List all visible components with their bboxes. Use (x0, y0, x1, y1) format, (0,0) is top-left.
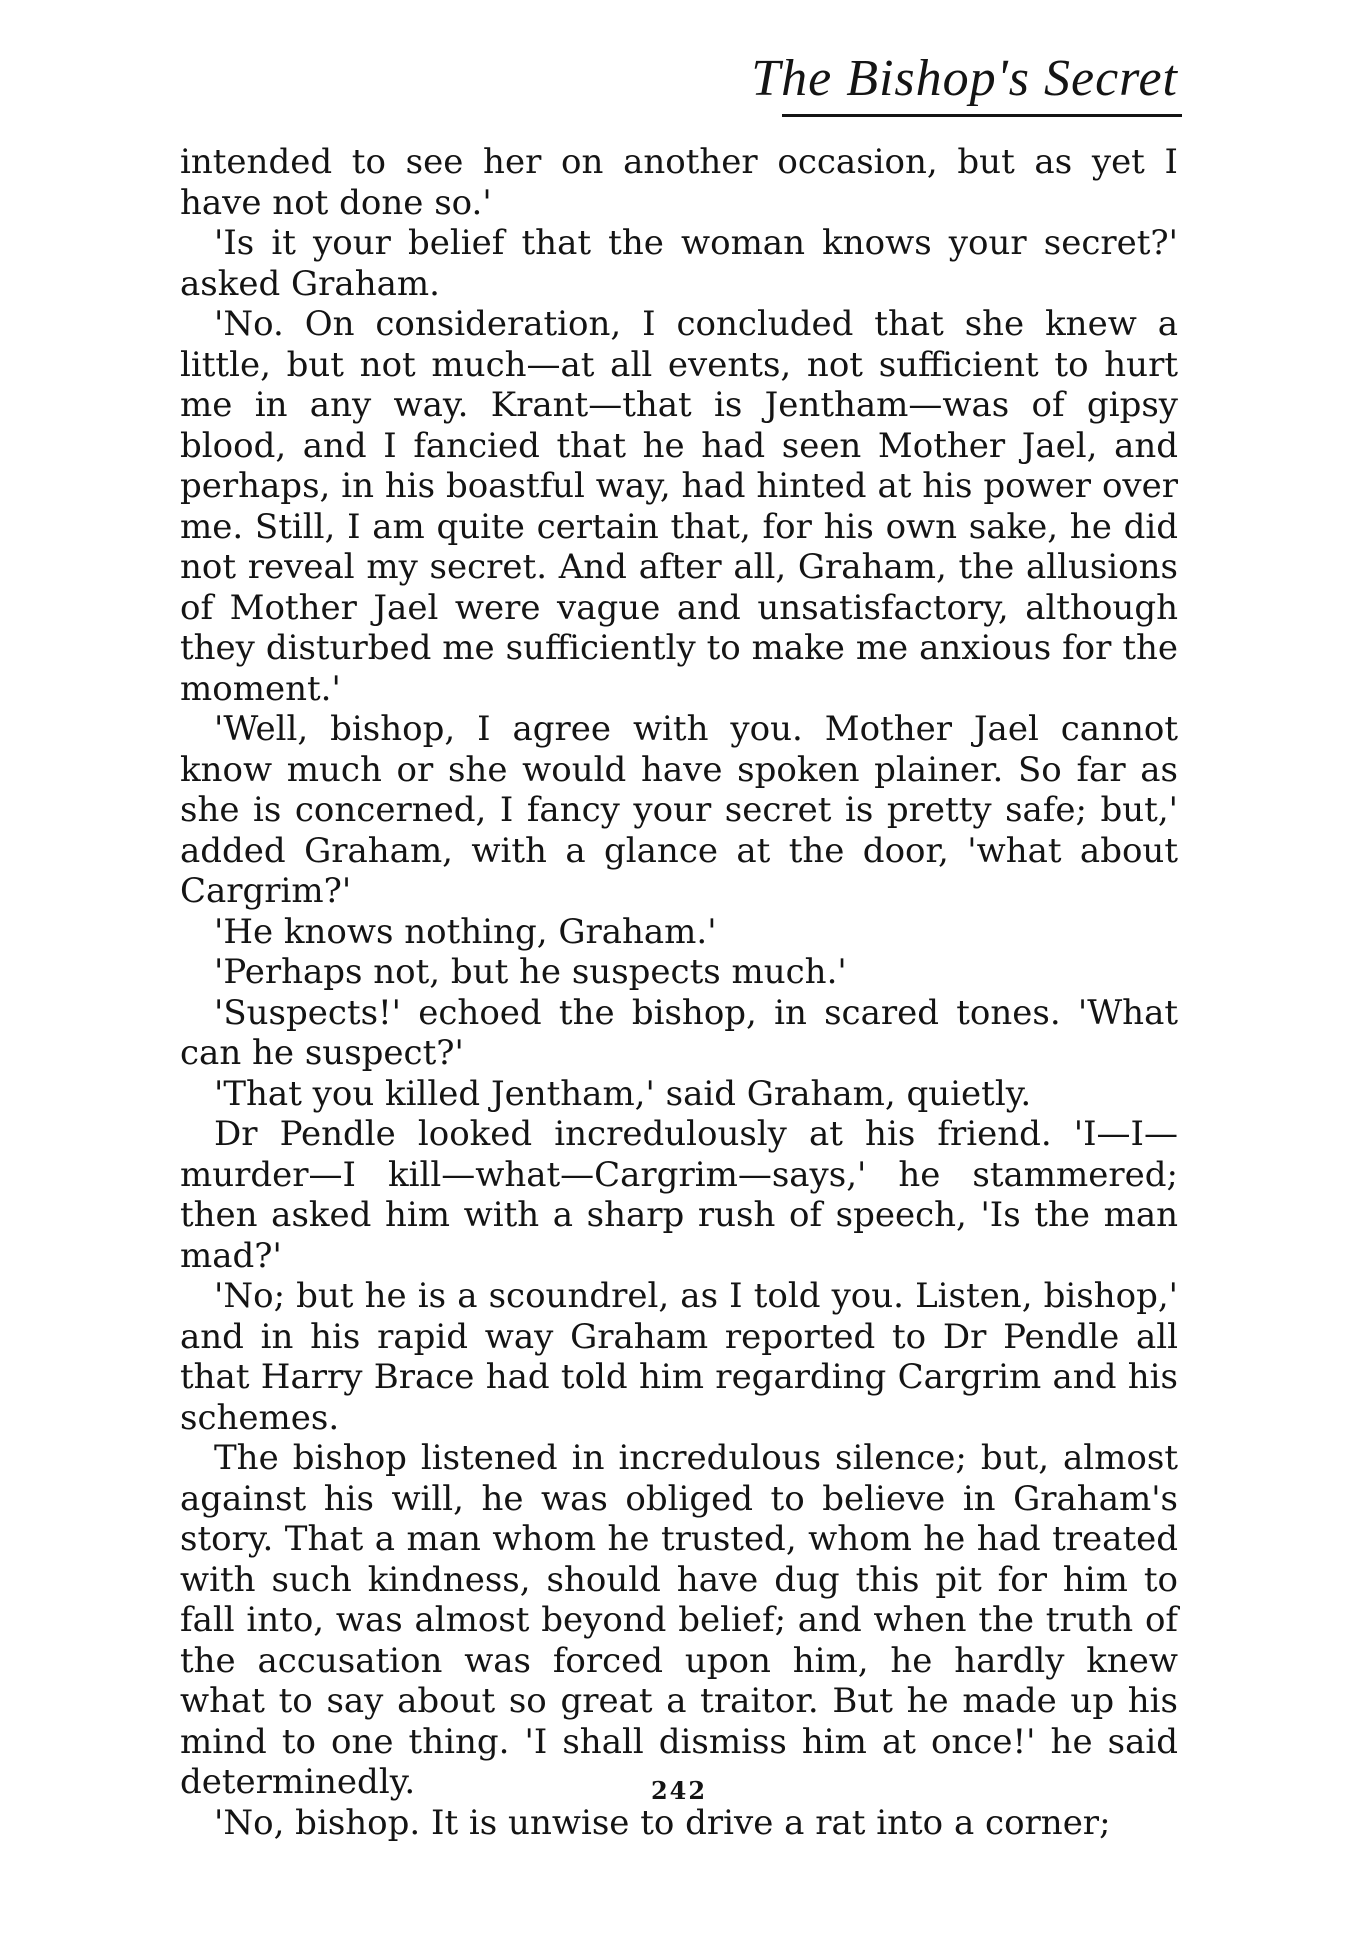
paragraph-12: 'No, bishop. It is unwise to drive a rat into a corner; (214, 1802, 1111, 1843)
paragraph-6: 'Perhaps not, but he suspects much.' (214, 952, 847, 992)
paragraph-9: Dr Pendle looked incredulously at his friend. 'I—I—murder—I kill—what—Cargrim—says,' he stammered; then asked him with a sharp rush of speech, 'Is the man mad?' (180, 1114, 1178, 1276)
paragraph-7: 'Suspects!' echoed the bishop, in scared tones. 'What can he suspect?' (180, 992, 1178, 1073)
body-text (180, 142, 1178, 1843)
paragraph-4: 'Well, bishop, I agree with you. Mother Jael cannot know much or she would have spoken plainer. So far as she is concerned, I fancy your secret is pretty safe; but,' added Graham, with a glance at the door, 'what about Cargrim?' (180, 709, 1178, 911)
paragraph-10: 'No; but he is a scoundrel, as I told you. Listen, bishop,' and in his rapid way Graham reported to Dr Pendle all that Harry Brace had told him regarding Cargrim and his schemes. (180, 1276, 1178, 1438)
running-head: The Bishop's Secret (751, 50, 1178, 107)
paragraph-1: intended to see her on another occasion, but as yet I have not done so.' (180, 142, 1178, 223)
paragraph-3: 'No. On consideration, I concluded that she knew a little, but not much—at all events, not sufficient to hurt me in any way. Krant—that is Jentham—was of gipsy blood, and I fancied that he had seen Mother Jael, and perhaps, in his boastful way, had hinted at his power over me. Still, I am quite certain that, for his own sake, he did not reveal my secret. And after all, Graham, the allusions of Mother Jael were vague and unsatisfactory, although they disturbed me sufficiently to make me anxious for the moment.' (180, 304, 1178, 709)
paragraph-5: 'He knows nothing, Graham.' (214, 911, 717, 952)
page-number: 242 (650, 1776, 708, 1805)
paragraph-11: The bishop listened in incredulous silence; but, almost against his will, he was obliged to believe in Graham's story. That a man whom he trusted, whom he had treated with such kindness, should have dug this pit for him to fall into, was almost beyond belief; and when the truth of the accusation was forced upon him, he hardly knew what to say about so great a traitor. But he made up his mind to one thing. 'I shall dismiss him at once!' he said determinedly. (180, 1438, 1178, 1802)
running-head-rule (782, 114, 1182, 117)
paragraph-2: 'Is it your belief that the woman knows your secret?' asked Graham. (180, 223, 1178, 304)
paragraph-8: 'That you killed Jentham,' said Graham, quietly. (214, 1073, 1032, 1114)
